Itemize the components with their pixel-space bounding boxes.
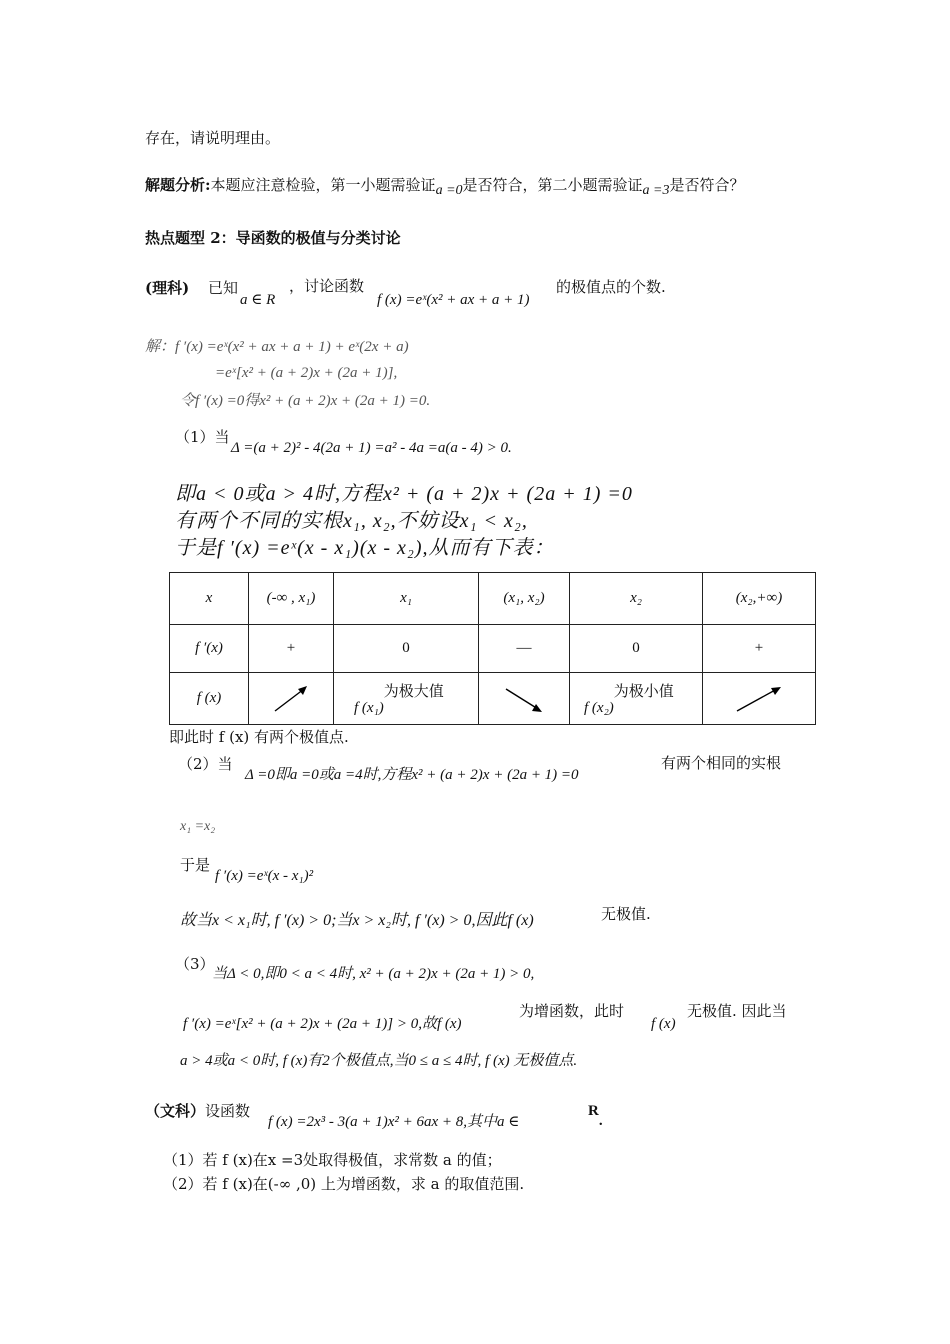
analysis-text: 本题应注意检验，第一小题需验证 xyxy=(210,176,436,194)
liberal-label: （文科） xyxy=(145,1102,206,1120)
case3-line2-formula: f ′(x) =eˣ[x² + (a + 2)x + (2a + 1)] > 0,故f (x) xyxy=(183,1016,462,1032)
table-cell xyxy=(479,673,570,725)
table-header-function: f (x) xyxy=(170,673,249,725)
min-value-symbol: f (x₂) xyxy=(584,700,614,716)
case2-then: 于是 xyxy=(180,856,211,874)
case2-root: x₁ =x₂ xyxy=(180,819,216,834)
table-cell: — xyxy=(479,625,570,673)
down-arrow-icon xyxy=(502,683,546,715)
max-value-label: 为极大值 xyxy=(383,684,444,700)
table-row xyxy=(170,625,816,673)
science-function: f (x) =eˣ(x² + ax + a + 1) xyxy=(377,292,530,308)
table-cell xyxy=(703,673,816,725)
table-cell: (-∞ , x₁) xyxy=(249,573,334,625)
case1-label: （1）当 xyxy=(175,428,230,446)
big-line-1: 即a < 0或a > 4时,方程x² + (a + 2)x + (2a + 1) =0 xyxy=(175,483,633,505)
table-cell: 0 xyxy=(570,625,703,673)
real-set-symbol: R xyxy=(588,1103,599,1119)
text-line-reason: 存在，请说明理由。 xyxy=(145,129,281,147)
table-cell xyxy=(570,673,703,725)
case2-label: （2）当 xyxy=(178,755,233,773)
liberal-problem xyxy=(145,1101,250,1121)
liberal-function: f (x) =2x³ - 3(a + 1)x² + 6ax + 8,其中a ∈ xyxy=(268,1114,520,1130)
analysis-mid: 是否符合，第二小题需验证 xyxy=(462,176,643,194)
analysis-end: 是否符合？ xyxy=(669,176,745,194)
case2-expression: Δ =0即a =0或a =4时,方程x² + (a + 2)x + (2a + 1) =0 xyxy=(245,767,579,783)
case3-line3: a > 4或a < 0时, f (x)有2个极值点,当0 ≤ a ≤ 4时, f (x) 无极值点. xyxy=(180,1053,578,1069)
case3-line2-func: f (x) xyxy=(651,1016,676,1032)
case3-line2-tail: 无极值. 因此当 xyxy=(687,1002,787,1020)
liberal-R xyxy=(588,1101,603,1129)
sign-table xyxy=(169,572,816,725)
table-cell xyxy=(249,673,334,725)
table-cell: + xyxy=(703,625,816,673)
question-1: （1）若 f (x)在x =3处取得极值，求常数 a 的值； xyxy=(163,1151,502,1169)
solution-line-1: 解：f ′(x) =eˣ(x² + ax + a + 1) + eˣ(2x + a) xyxy=(145,339,409,355)
case3-line2-text: 为增函数，此时 xyxy=(519,1002,625,1020)
table-header-x: x xyxy=(170,573,249,625)
analysis-label: 解题分析: xyxy=(145,176,211,194)
science-label: (理科) xyxy=(145,279,190,297)
solution-line-3: 令f ′(x) =0得x² + (a + 2)x + (2a + 1) =0. xyxy=(180,393,431,409)
table-cell: (x₁, x₂) xyxy=(479,573,570,625)
liberal-text: 设函数 xyxy=(205,1102,251,1120)
case3-label: （3） xyxy=(175,955,215,973)
table-cell: x₂ xyxy=(570,573,703,625)
science-text-3: 的极值点的个数. xyxy=(556,278,666,296)
table-row xyxy=(170,573,816,625)
up-arrow-icon xyxy=(733,683,785,715)
science-text-1: 已知 xyxy=(207,279,238,297)
case2-tail: 有两个相同的实根 xyxy=(661,754,782,772)
section-title: 热点题型 2：导函数的极值与分类讨论 xyxy=(145,229,401,247)
big-line-2: 有两个不同的实根x₁, x₂,不妨设x₁ < x₂, xyxy=(175,510,528,532)
science-problem xyxy=(145,278,238,298)
max-value-symbol: f (x₁) xyxy=(354,700,384,716)
analysis-line xyxy=(145,175,745,197)
table-cell: x₁ xyxy=(334,573,479,625)
table-row xyxy=(170,673,816,725)
case2-derivative: f ′(x) =eˣ(x - x₁)² xyxy=(215,868,314,884)
table-cell: 0 xyxy=(334,625,479,673)
case1-expression: Δ =(a + 2)² - 4(2a + 1) =a² - 4a =a(a - 4) > 0. xyxy=(231,440,512,456)
case2-conclusion: 故当x < x₁时, f ′(x) > 0;当x > x₂时, f ′(x) > 0,因此f (x) xyxy=(180,912,534,929)
case3-expression: 当Δ < 0,即0 < a < 4时, x² + (a + 2)x + (2a + 1) > 0, xyxy=(212,966,535,982)
question-2: （2）若 f (x)在(-∞ ,0) 上为增函数，求 a 的取值范围. xyxy=(163,1175,525,1193)
analysis-a3: a =3 xyxy=(642,183,670,198)
solution-line-2: =eˣ[x² + (a + 2)x + (2a + 1)], xyxy=(215,365,398,381)
table-cell: (x₂,+∞) xyxy=(703,573,816,625)
table-cell: + xyxy=(249,625,334,673)
min-value-label: 为极小值 xyxy=(613,684,674,700)
up-arrow-icon xyxy=(271,683,311,715)
case2-conclusion-tail: 无极值. xyxy=(601,905,651,923)
liberal-period: . xyxy=(598,1113,603,1129)
table-cell xyxy=(334,673,479,725)
big-line-3: 于是f ′(x) =eˣ(x - x₁)(x - x₂),从而有下表： xyxy=(175,537,555,559)
science-condition: a ∈ R xyxy=(240,292,276,308)
after-table-line: 即此时 f (x) 有两个极值点. xyxy=(169,728,349,746)
analysis-a0: a =0 xyxy=(435,183,463,198)
science-text-2: ，讨论函数 xyxy=(289,277,365,295)
table-header-derivative: f ′(x) xyxy=(170,625,249,673)
